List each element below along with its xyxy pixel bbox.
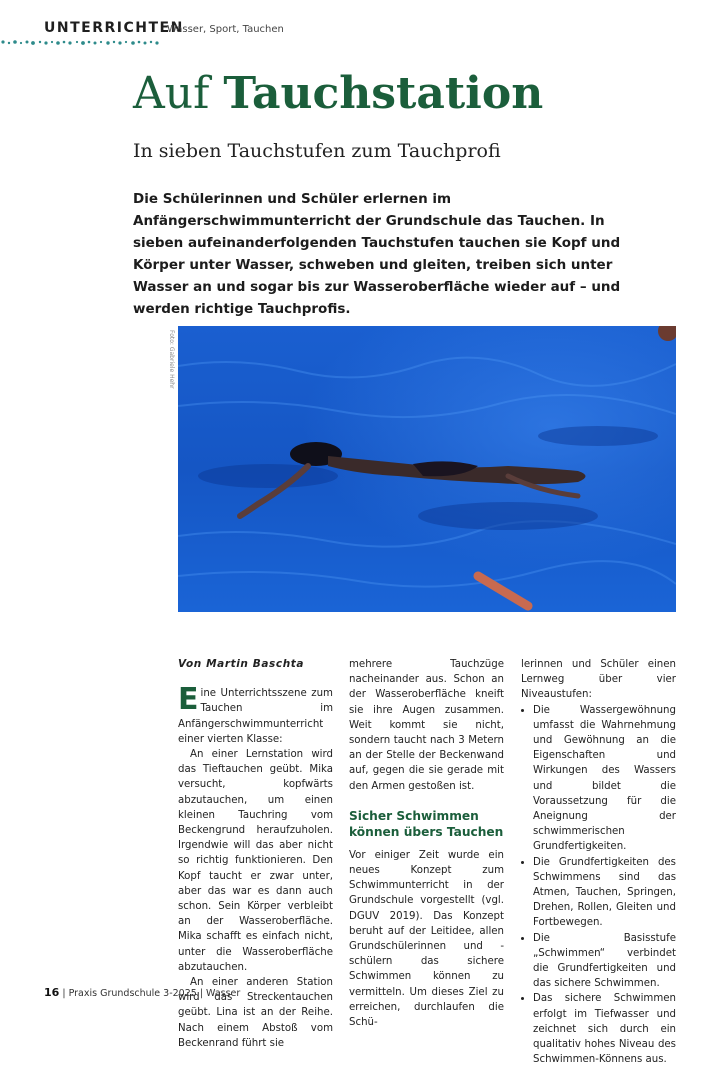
- swimmer-in-pool-image: [178, 326, 676, 612]
- photo-credit: Foto: Gabriele Hehr: [168, 330, 175, 389]
- article-paragraph: mehrere Tauchzüge nacheinander aus. Schon an der Wasseroberfläche kneift sie ihre Augen zusammen. Weit kommt sie nicht, sondern taucht nach 3 Metern an der Stelle der Beckenwand auf, gegen die sie gerade mit den Armen gestoßen ist.: [349, 659, 504, 792]
- author-byline: Von Martin Baschta: [178, 658, 305, 670]
- footer-text: Praxis Grundschule 3-2025 | Wasser: [68, 988, 241, 999]
- list-item: • Die Grundfertigkeiten des Schwimmens sind das Atmen, Tauchen, Springen, Drehen, Rollen, Gleiten und Fortbewegen.: [533, 855, 676, 931]
- lead-paragraph: Die Schülerinnen und Schüler erlernen im Anfängerschwimmunterricht der Grundschule das Tauchen. In sieben aufeinanderfolgenden Tauchstufen tauchen sie Kopf und Körper unter Wasser, schweben und gleiten, treiben sich unter Wasser an und sogar bis zur Wasseroberfläche wieder auf – und werden richtige Tauchprofis.: [133, 191, 621, 317]
- article-paragraph: lerinnen und Schüler einen Lernweg über vier Niveaustufen:: [521, 659, 676, 701]
- section-subheading: Sicher Schwimmen können übers Tauchen: [349, 808, 504, 839]
- list-item: • Die Wassergewöhnung umfasst die Wahrnehmung und Gewöhnung an die Eigenschaften und Wirkungen des Wassers und bildet die Voraussetzung für die Aneignung der schwimmerischen Grundfertigkeiten.: [533, 703, 676, 855]
- article-column-2: [349, 657, 504, 1030]
- page-subtitle: In sieben Tauchstufen zum Tauchprofi: [133, 140, 501, 162]
- footer-separator: |: [62, 988, 69, 999]
- title-light: Auf: [133, 68, 210, 119]
- section-label: UNTERRICHTEN: [44, 20, 184, 36]
- article-paragraph: Vor einiger Zeit wurde ein neues Konzept zum Schwimmunterricht in der Grundschule vorgestellt (vgl. DGUV 2019). Das Konzept beruht auf der Leitidee, allen Grundschülerinnen und -schülern das sichere Schwimmen können zu vermitteln. Um dieses Ziel zu erreichen, durchlaufen die Schü-: [349, 849, 504, 1029]
- intro-text: ine Unterrichtsszene zum Tauchen im Anfängerschwimmunterricht einer vierten Klasse:: [178, 688, 333, 745]
- decorative-dot-line: [0, 38, 160, 48]
- article-paragraph: An einer Lernstation wird das Tieftauchen geübt. Mika versucht, kopfwärts abzutauchen, um einen kleinen Tauchring vom Beckengrund heraufzuholen. Irgendwie will das aber nicht so richtig funktionieren. Den Kopf taucht er zwar unter, aber das war es dann auch schon. Sein Körper verbleibt an der Wasseroberfläche. Mika schafft es einfach nicht, unter die Wasseroberfläche abzutauchen.: [178, 749, 333, 973]
- page-number: 16: [44, 986, 60, 999]
- level-list: [521, 703, 676, 1067]
- page-footer: [44, 986, 240, 999]
- list-item: • Das sichere Schwimmen erfolgt im Tiefwasser und zeichnet sich durch ein qualitativ hohes Niveau des Schwimmen-Könnens aus.: [533, 991, 676, 1067]
- article-paragraph: An einer anderen Station wird das Streckentauchen geübt. Lina ist an der Reihe. Nach einem Abstoß vom Beckenrand führt sie: [178, 977, 333, 1049]
- title-bold: Tauchstation: [223, 68, 544, 119]
- list-item: • Die Basisstufe „Schwimmen“ verbindet die Grundfertigkeiten und das sichere Schwimmen.: [533, 931, 676, 992]
- article-intro-paragraph: [178, 682, 333, 747]
- pool-photo: [178, 326, 676, 612]
- drop-cap: E: [178, 682, 199, 718]
- page-title: [133, 68, 544, 119]
- section-topics: Wasser, Sport, Tauchen: [167, 24, 284, 35]
- article-column-3: [521, 657, 676, 1067]
